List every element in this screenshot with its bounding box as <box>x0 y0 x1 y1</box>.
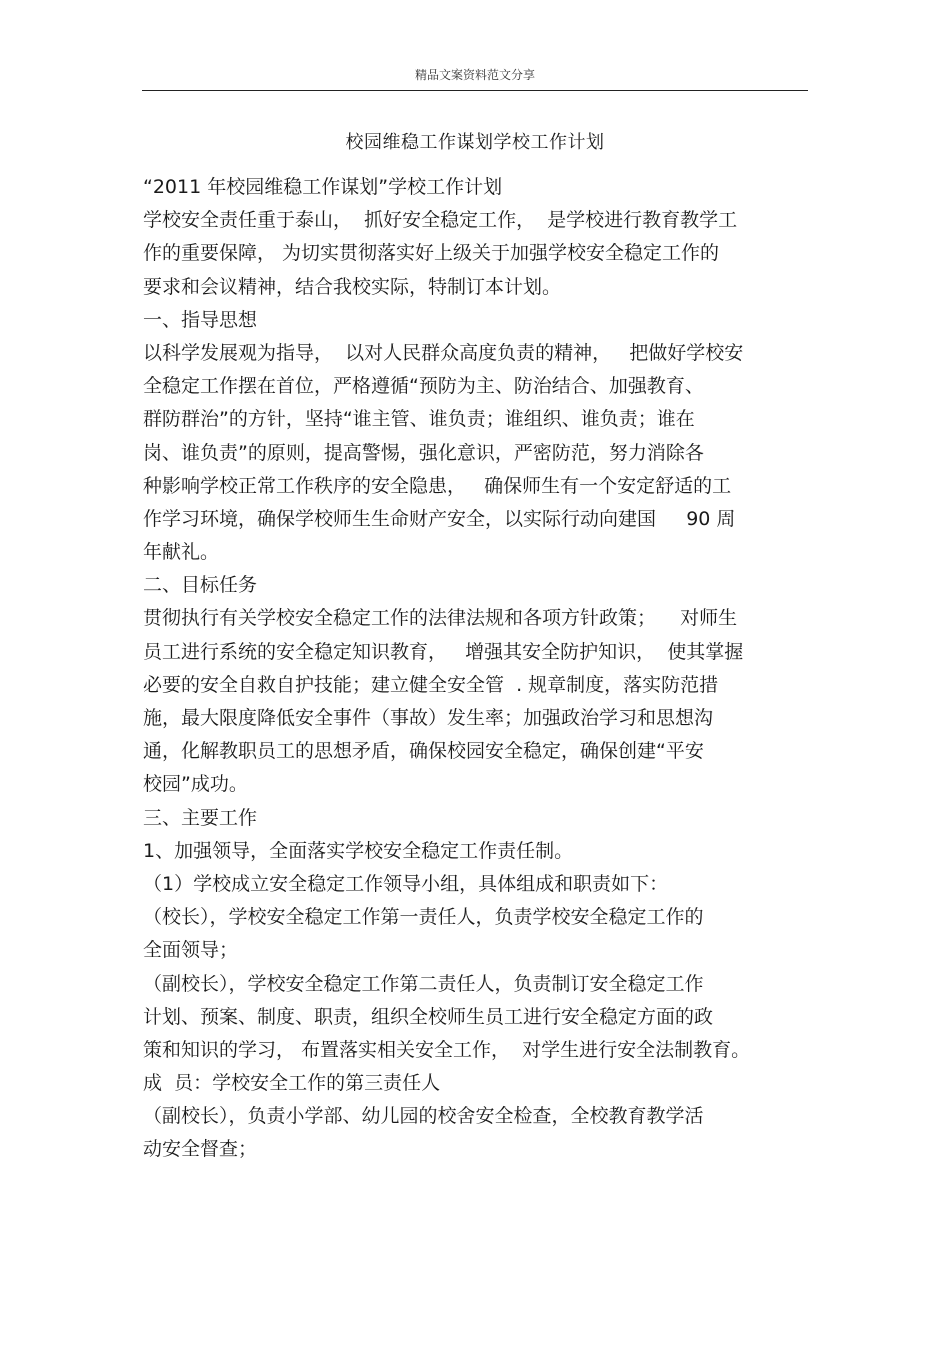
body-line: 通，化解教职员工的思想矛盾，确保校园安全稳定，确保创建“平安 <box>143 740 704 763</box>
body-line: 群防群治”的方针，坚持“谁主管、谁负责；谁组织、谁负责；谁在 <box>143 408 695 431</box>
body-line: 岗、谁负责”的原则，提高警惕，强化意识，严密防范，努力消除各 <box>143 441 704 464</box>
body-line: 动安全督查； <box>143 1138 258 1161</box>
section-heading: 二、目标任务 <box>143 574 258 597</box>
body-line: （1）学校成立安全稳定工作领导小组，具体组成和职责如下： <box>143 872 669 895</box>
body-line: （校长），学校安全稳定工作第一责任人，负责学校安全稳定工作的 <box>143 906 704 929</box>
document-title: 校园维稳工作谋划学校工作计划 <box>345 132 605 153</box>
body-line: 策和知识的学习， 布置落实相关安全工作， 对学生进行安全法制教育。 <box>143 1038 751 1061</box>
section-heading: 一、指导思想 <box>143 308 258 331</box>
body-line: 1、加强领导，全面落实学校安全稳定工作责任制。 <box>143 839 574 862</box>
body-line: 施，最大限度降低安全事件（事故）发生率；加强政治学习和思想沟 <box>143 707 714 729</box>
body-line: 必要的安全自救自护技能；建立健全安全管 . 规章制度，落实防范措 <box>143 673 719 696</box>
body-line: 种影响学校正常工作秩序的安全隐患， 确保师生有一个安定舒适的工 <box>143 474 732 497</box>
body-line: 校园”成功。 <box>143 773 248 796</box>
body-line: 成 员：学校安全工作的第三责任人 <box>143 1072 441 1095</box>
body-line: 年献礼。 <box>143 541 220 564</box>
body-line: 以科学发展观为指导， 以对人民群众高度负责的精神， 把做好学校安 <box>143 341 744 364</box>
body-line: 员工进行系统的安全稳定知识教育， 增强其安全防护知识， 使其掌握 <box>143 640 744 663</box>
body-line: 全面领导； <box>143 939 239 962</box>
body-line: 全稳定工作摆在首位，严格遵循“预防为主、防治结合、加强教育、 <box>143 375 704 398</box>
section-heading: 三、主要工作 <box>143 806 258 829</box>
body-line: “2011 年校园维稳工作谋划”学校工作计划 <box>143 176 503 198</box>
body-line: 要求和会议精神，结合我校实际，特制订本计划。 <box>143 275 562 298</box>
body-line: 作的重要保障， 为切实贯彻落实好上级关于加强学校安全稳定工作的 <box>143 242 720 265</box>
body-line: 计划、预案、制度、职责，组织全校师生员工进行安全稳定方面的政 <box>143 1005 714 1028</box>
page-header: 精品文案资料范文分享 <box>414 68 535 82</box>
body-line: 贯彻执行有关学校安全稳定工作的法律法规和各项方针政策； 对师生 <box>143 607 738 630</box>
body-line: （副校长），负责小学部、幼儿园的校舍安全检查，全校教育教学活 <box>143 1105 704 1128</box>
body-line: （副校长），学校安全稳定工作第二责任人，负责制订安全稳定工作 <box>143 972 704 995</box>
body-line: 作学习环境，确保学校师生生命财产安全，以实际行动向建国 90 周 <box>143 507 736 530</box>
header-divider <box>142 90 808 91</box>
document-body <box>143 171 808 1167</box>
body-line: 学校安全责任重于泰山， 抓好安全稳定工作， 是学校进行教育教学工 <box>143 209 738 232</box>
